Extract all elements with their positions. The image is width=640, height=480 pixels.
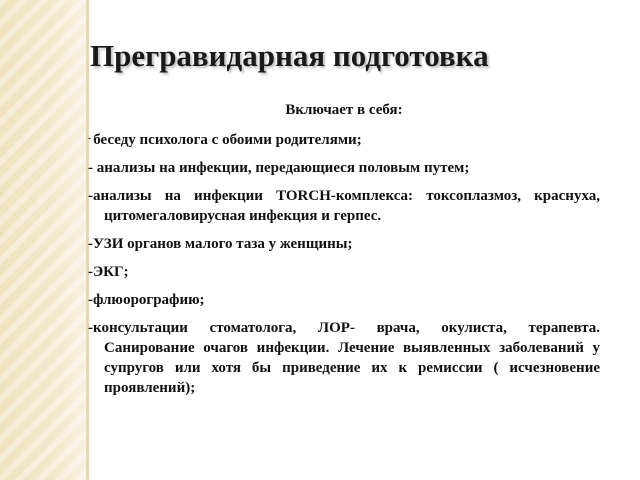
list-item <box>88 318 600 398</box>
item-dash: - <box>88 320 93 336</box>
slide-body <box>88 100 600 406</box>
decorative-side-band <box>0 0 86 480</box>
list-item <box>88 128 600 150</box>
item-text: беседу психолога с обоими родителями; <box>93 132 362 148</box>
list-item <box>88 186 600 226</box>
item-dash: - <box>88 188 93 204</box>
item-dash: - <box>88 236 93 252</box>
item-dash: - <box>88 264 93 280</box>
list-item <box>88 158 600 178</box>
list-item <box>88 262 600 282</box>
intro-text: Включает в себя: <box>285 102 403 118</box>
item-text: консультации стоматолога, ЛОР- врача, окулиста, терапевта. Санирование очагов инфекции. Лечение выявленных заболеваний у супругов или хотя бы приведение их к ремиссии ( исчезновение проявлений); <box>93 320 600 396</box>
item-dash: - <box>88 160 97 176</box>
item-dash: - <box>88 292 93 308</box>
slide-title: Прегравидарная подготовка <box>90 38 489 73</box>
item-text: анализы на инфекции, передающиеся половым путем; <box>96 160 470 176</box>
item-text: флюорографию; <box>93 292 205 308</box>
list-item <box>88 234 600 254</box>
item-text: УЗИ органов малого таза у женщины; <box>93 236 353 252</box>
item-text: ЭКГ; <box>93 264 129 280</box>
item-dash: - <box>88 133 94 143</box>
list-item <box>88 290 600 310</box>
item-text: анализы на инфекции TORCH-комплекса: токсоплазмоз, краснуха, цитомегаловирусная инфекция и герпес. <box>93 188 600 224</box>
